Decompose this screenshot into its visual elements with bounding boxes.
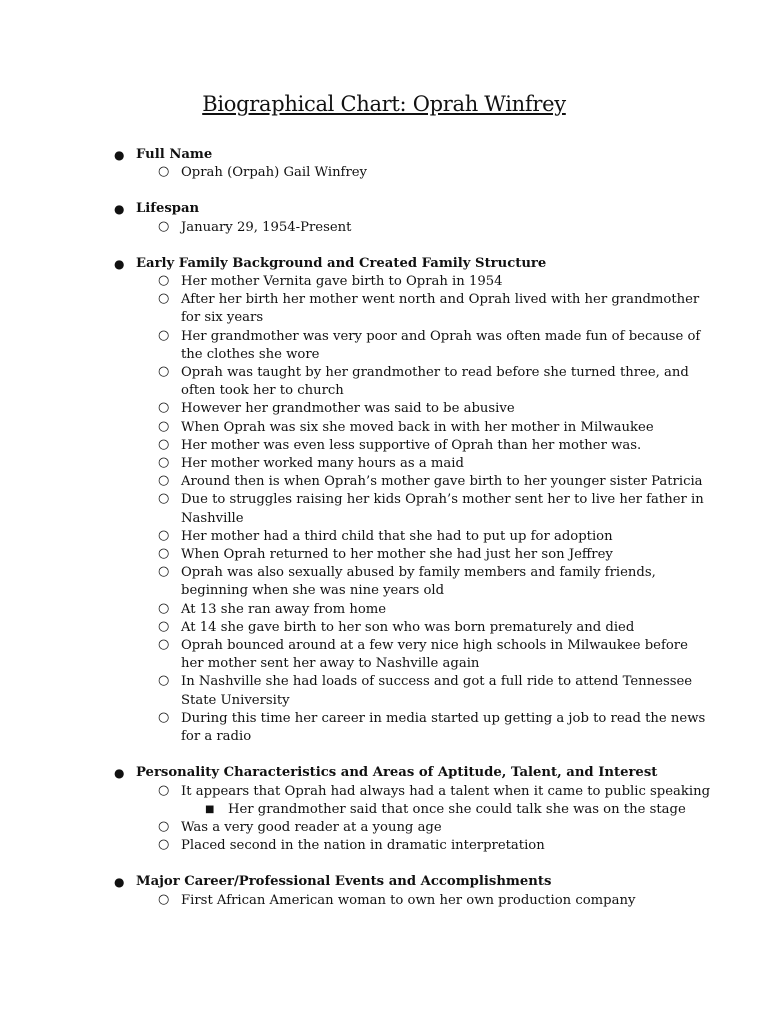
list-item bbox=[136, 710, 714, 746]
bullet-icon: ● bbox=[114, 875, 125, 890]
circle-bullet-icon: ○ bbox=[158, 436, 170, 452]
list-item-text: Her mother worked many hours as a maid bbox=[181, 456, 464, 472]
section-heading: Personality Characteristics and Areas of Aptitude, Talent, and Interest bbox=[136, 765, 658, 781]
bullet-icon: ● bbox=[114, 148, 125, 162]
list-item-text: Her mother Vernita gave birth to Oprah in 1954 bbox=[181, 274, 503, 290]
document-title: Biographical Chart: Oprah Winfrey bbox=[202, 92, 566, 116]
list-item-text: Her mother had a third child that she had to put up for adoption bbox=[181, 528, 613, 544]
list-item bbox=[136, 837, 714, 855]
circle-bullet-icon: ○ bbox=[158, 400, 170, 416]
circle-bullet-icon: ○ bbox=[158, 473, 170, 489]
circle-bullet-icon: ○ bbox=[158, 164, 170, 180]
circle-bullet-icon: ○ bbox=[158, 218, 170, 234]
list-item bbox=[136, 564, 714, 600]
section bbox=[114, 764, 714, 855]
bullet-icon: ● bbox=[114, 202, 125, 217]
list-item-text: At 13 she ran away from home bbox=[181, 601, 387, 617]
list-item bbox=[136, 455, 714, 473]
list-item-text: Her grandmother was very poor and Oprah was often made fun of because of the clothes she wore bbox=[181, 328, 701, 362]
section bbox=[114, 146, 714, 182]
circle-bullet-icon: ○ bbox=[158, 818, 170, 834]
list-item-text: At 14 she gave birth to her son who was born prematurely and died bbox=[181, 619, 635, 635]
list-item bbox=[136, 400, 714, 418]
circle-bullet-icon: ○ bbox=[158, 527, 170, 543]
section-heading: Full Name bbox=[136, 147, 213, 162]
circle-bullet-icon: ○ bbox=[158, 273, 170, 289]
document-body bbox=[114, 146, 714, 928]
bullet-icon: ● bbox=[114, 766, 125, 781]
section bbox=[114, 873, 714, 909]
circle-bullet-icon: ○ bbox=[158, 291, 170, 307]
list-item-text: Around then is when Oprah’s mother gave birth to her younger sister Patricia bbox=[181, 474, 703, 490]
list-item-text: Oprah (Orpah) Gail Winfrey bbox=[181, 165, 367, 181]
circle-bullet-icon: ○ bbox=[158, 782, 170, 798]
list-item bbox=[136, 601, 714, 619]
item-list bbox=[136, 273, 714, 746]
list-item-text: Placed second in the nation in dramatic interpretation bbox=[181, 838, 545, 854]
list-item-text: It appears that Oprah had always had a talent when it came to public speaking bbox=[181, 783, 711, 799]
list-item-text: When Oprah returned to her mother she had just her son Jeffrey bbox=[181, 547, 613, 563]
circle-bullet-icon: ○ bbox=[158, 637, 170, 653]
list-item bbox=[136, 364, 714, 400]
list-item bbox=[136, 637, 714, 673]
circle-bullet-icon: ○ bbox=[158, 364, 170, 380]
bullet-icon: ● bbox=[114, 256, 125, 271]
list-item-text: Due to struggles raising her kids Oprah’s mother sent her to live her father in Nashville bbox=[181, 492, 704, 526]
sub-list-item-text: Her grandmother said that once she could talk she was on the stage bbox=[228, 801, 686, 817]
list-item bbox=[136, 473, 714, 491]
list-item bbox=[136, 164, 714, 182]
circle-bullet-icon: ○ bbox=[158, 709, 170, 725]
list-item bbox=[136, 619, 714, 637]
list-item bbox=[136, 491, 714, 527]
list-item-text: In Nashville she had loads of success and got a full ride to attend Tennessee State University bbox=[181, 674, 693, 708]
list-item bbox=[136, 892, 714, 910]
section bbox=[114, 255, 714, 746]
list-item bbox=[136, 546, 714, 564]
circle-bullet-icon: ○ bbox=[158, 491, 170, 507]
list-item bbox=[136, 273, 714, 291]
circle-bullet-icon: ○ bbox=[158, 455, 170, 471]
list-item-text: After her birth her mother went north and Oprah lived with her grandmother for six years bbox=[181, 292, 700, 326]
list-item-text: Her mother was even less supportive of Oprah than her mother was. bbox=[181, 437, 642, 453]
list-item-text: First African American woman to own her own production company bbox=[181, 892, 636, 908]
circle-bullet-icon: ○ bbox=[158, 564, 170, 580]
item-list bbox=[136, 164, 714, 182]
list-item-text: During this time her career in media started up getting a job to read the news for a radio bbox=[181, 710, 706, 745]
item-list bbox=[136, 783, 714, 856]
list-item-text: Oprah bounced around at a few very nice high schools in Milwaukee before her mother sent her away to Nashville again bbox=[181, 638, 688, 672]
list-item bbox=[136, 783, 714, 819]
section-heading: Lifespan bbox=[136, 201, 200, 217]
circle-bullet-icon: ○ bbox=[158, 673, 170, 689]
circle-bullet-icon: ○ bbox=[158, 600, 170, 616]
list-item-text: January 29, 1954-Present bbox=[181, 219, 352, 235]
list-item bbox=[136, 328, 714, 364]
list-item-text: However her grandmother was said to be abusive bbox=[181, 401, 515, 417]
list-item bbox=[136, 419, 714, 437]
circle-bullet-icon: ○ bbox=[158, 837, 170, 853]
list-item-text: When Oprah was six she moved back in with her mother in Milwaukee bbox=[181, 419, 654, 435]
circle-bullet-icon: ○ bbox=[158, 891, 170, 907]
list-item bbox=[136, 437, 714, 455]
section bbox=[114, 200, 714, 236]
list-item bbox=[136, 528, 714, 546]
list-item-text: Oprah was taught by her grandmother to read before she turned three, and often took her to church bbox=[181, 365, 689, 399]
section-heading: Early Family Background and Created Family Structure bbox=[136, 255, 547, 271]
square-bullet-icon: ■ bbox=[205, 803, 215, 815]
list-item bbox=[136, 219, 714, 237]
circle-bullet-icon: ○ bbox=[158, 546, 170, 562]
circle-bullet-icon: ○ bbox=[158, 618, 170, 634]
item-list bbox=[136, 892, 714, 910]
circle-bullet-icon: ○ bbox=[158, 327, 170, 343]
list-item bbox=[136, 673, 714, 709]
sub-list-item bbox=[181, 801, 714, 819]
section-heading: Major Career/Professional Events and Accomplishments bbox=[136, 874, 552, 890]
list-item-text: Was a very good reader at a young age bbox=[181, 819, 442, 835]
circle-bullet-icon: ○ bbox=[158, 418, 170, 434]
list-item-text: Oprah was also sexually abused by family members and family friends, beginning when she was nine years old bbox=[181, 565, 656, 599]
item-list bbox=[136, 219, 714, 237]
list-item bbox=[136, 819, 714, 837]
list-item bbox=[136, 291, 714, 327]
